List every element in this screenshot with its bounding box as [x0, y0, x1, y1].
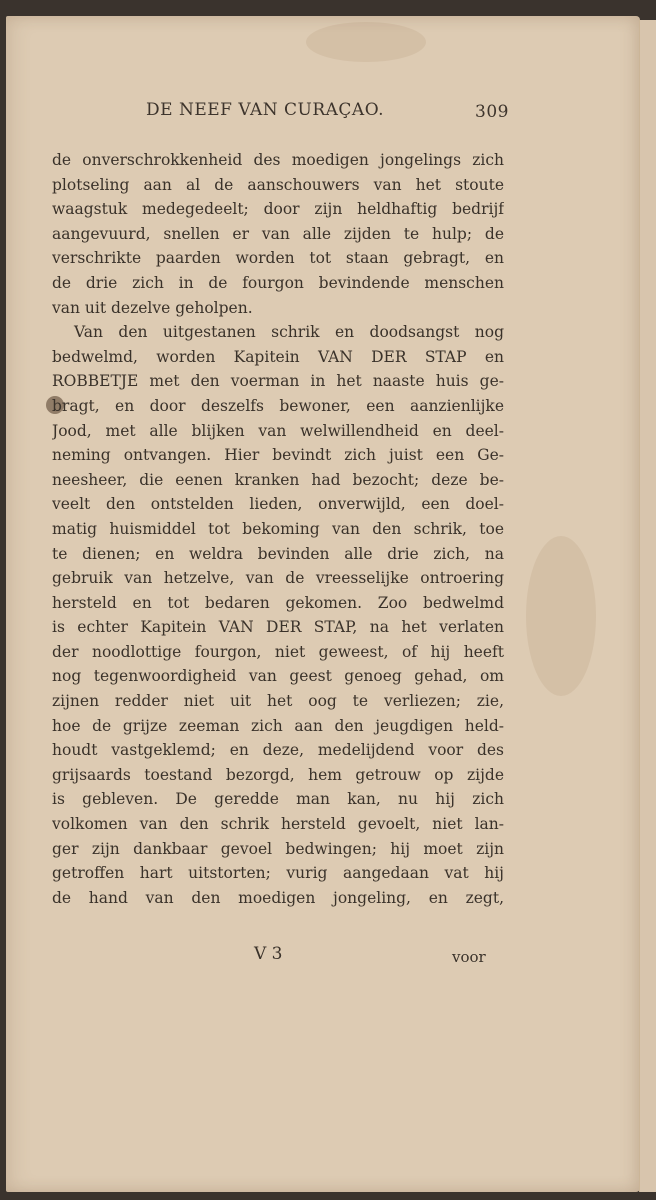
text-line: neming ontvangen. Hier bevindt zich juist een Ge-: [52, 446, 504, 465]
running-title: DE NEEF VAN CURAÇAO.: [146, 100, 385, 120]
text-line: bedwelmd, worden Kapitein VAN DER STAP en: [52, 347, 504, 366]
text-line: neesheer, die eenen kranken had bezocht; deze be-: [52, 470, 504, 489]
text-line: hersteld en tot bedaren gekomen. Zoo bedwelmd: [52, 593, 504, 612]
text-line: ger zijn dankbaar gevoel bedwingen; hij moet zijn: [52, 839, 504, 858]
text-line: nog tegenwoordigheid van geest genoeg gehad, om: [52, 667, 504, 686]
text-line: zijnen redder niet uit het oog te verliezen; zie,: [52, 692, 504, 711]
text-line: volkomen van den schrik hersteld gevoelt, niet lan-: [52, 815, 504, 834]
page-fore-edge: [639, 20, 656, 1192]
text-line: ROBBETJE met den voerman in het naaste huis ge-: [52, 372, 504, 391]
text-line: houdt vastgeklemd; en deze, medelijdend voor des: [52, 741, 504, 760]
text-line: aangevuurd, snellen er van alle zijden te hulp; de: [52, 224, 504, 243]
catchword: voor: [452, 948, 486, 966]
text-line: van uit dezelve geholpen.: [52, 298, 253, 317]
text-line: de drie zich in de fourgon bevindende menschen: [52, 273, 504, 292]
text-line: veelt den ontstelden lieden, onverwijld, een doel-: [52, 495, 504, 514]
page-number: 309: [475, 102, 509, 122]
signature-mark: V 3: [254, 944, 283, 964]
text-line: grijsaards toestand bezorgd, hem getrouw op zijde: [52, 765, 504, 784]
text-line: is echter Kapitein VAN DER STAP, na het verlaten: [52, 618, 504, 637]
text-line: Jood, met alle blijken van welwillendheid en deel-: [52, 421, 504, 440]
page-footer: [0, 944, 640, 974]
text-line: plotseling aan al de aanschouwers van het stoute: [52, 175, 504, 194]
text-line: bragt, en door deszelfs bewoner, een aanzienlijke: [52, 396, 504, 415]
paper-stain: [306, 22, 426, 62]
text-line: is gebleven. De geredde man kan, nu hij zich: [52, 790, 504, 809]
text-line: der noodlottige fourgon, niet geweest, of hij heeft: [52, 642, 504, 661]
body-text: [52, 148, 504, 910]
text-line: matig huismiddel tot bekoming van den schrik, toe: [52, 519, 504, 538]
paper-stain: [526, 536, 596, 696]
text-line: waagstuk medegedeelt; door zijn heldhaftig bedrijf: [52, 200, 504, 219]
text-line: verschrikte paarden worden tot staan gebragt, en: [52, 249, 504, 268]
text-line: de hand van den moedigen jongeling, en zegt,: [52, 888, 504, 907]
text-line: de onverschrokkenheid des moedigen jongelings zich: [52, 151, 504, 169]
text-line: te dienen; en weldra bevinden alle drie zich, na: [52, 544, 504, 563]
text-line: hoe de grijze zeeman zich aan den jeugdigen held-: [52, 716, 504, 735]
text-line: Van den uitgestanen schrik en doodsangst nog: [74, 323, 504, 342]
text-line: gebruik van hetzelve, van de vreesselijke ontroering: [52, 569, 504, 588]
text-line: getroffen hart uitstorten; vurig aangedaan vat hij: [52, 864, 504, 883]
